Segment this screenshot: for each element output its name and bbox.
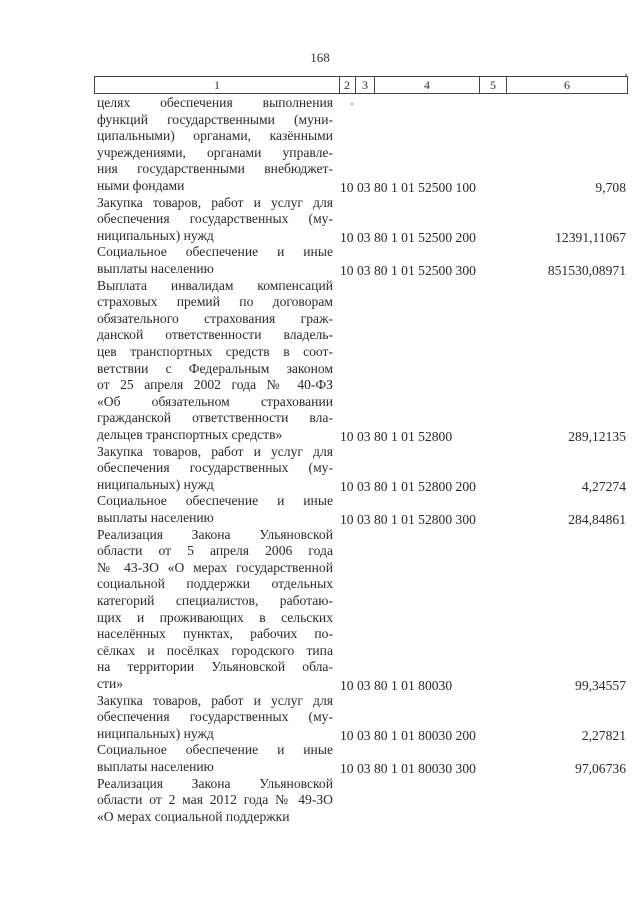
- scan-speck: [625, 74, 627, 76]
- description-line: на территории Ульяновской обла-: [97, 659, 333, 675]
- budget-classification-code: 10 03 80 1 01 52500 100: [340, 180, 476, 195]
- description-line: ниципальных) нужд: [97, 227, 214, 243]
- description-line: Закупка товаров, работ и услуг для: [97, 692, 333, 708]
- description-line: цев транспортных средств в соот-: [97, 343, 333, 359]
- description-line: Социальное обеспечение и иные: [97, 742, 333, 758]
- row-description: [97, 693, 333, 743]
- description-line: ными фондами: [97, 177, 185, 193]
- description-line: выплаты населению: [97, 509, 214, 525]
- amount: 97,06736: [575, 761, 626, 776]
- amount: 284,84861: [568, 512, 626, 527]
- description-line: страховых премий по договорам: [97, 294, 333, 310]
- description-line: категорий специалистов, работаю-: [97, 592, 333, 608]
- description-line: Закупка товаров, работ и услуг для: [97, 194, 333, 210]
- description-line: Выплата инвалидам компенсаций: [97, 277, 333, 293]
- budget-classification-code: 10 03 80 1 01 52500 200: [340, 229, 476, 245]
- description-line: гражданской ответственности вла-: [97, 410, 333, 426]
- description-line: социальной поддержки отдельных: [97, 576, 333, 592]
- page-number: 168: [310, 50, 330, 65]
- budget-classification-code: 10 03 80 1 01 52800 200: [340, 478, 476, 494]
- description-line: ния государственными внебюджет-: [97, 161, 333, 177]
- budget-classification-code: 10 03 80 1 01 52500 300: [340, 263, 476, 278]
- header-col-3: 3: [356, 77, 375, 93]
- description-line: щих и проживающих в сельских: [97, 609, 333, 625]
- description-line: Реализация Закона Ульяновской: [97, 526, 333, 542]
- row-description: [97, 742, 333, 775]
- header-col-6: 6: [564, 78, 570, 92]
- description-line: обеспечения государственных (му-: [97, 460, 333, 476]
- budget-classification-code: 10 03 80 1 01 80030 300: [340, 761, 476, 776]
- amount: 9,708: [595, 180, 626, 195]
- description-line: учреждениями, органами управле-: [97, 144, 333, 160]
- amount: 12391,11067: [555, 229, 626, 245]
- description-line: ветствии с Федеральным законом: [97, 360, 333, 376]
- description-line: Социальное обеспечение и иные: [97, 244, 333, 260]
- description-line: обязательного страхования граж-: [97, 310, 333, 326]
- amount: 851530,08971: [547, 263, 626, 278]
- description-line: целях обеспечения выполнения: [97, 95, 333, 110]
- description-line: обеспечения государственных (му-: [97, 709, 333, 725]
- table-header: [94, 76, 628, 94]
- description-line: населённых пунктах, рабочих по-: [97, 626, 333, 642]
- header-col-2: 2: [339, 77, 356, 93]
- description-line: выплаты населению: [97, 260, 214, 276]
- amount: 99,34557: [575, 678, 626, 693]
- budget-classification-code: 10 03 80 1 01 52800 300: [340, 512, 476, 527]
- scan-speck: [351, 103, 353, 105]
- description-line: Реализация Закона Ульяновской: [97, 775, 333, 791]
- description-line: обеспечения государственных (му-: [97, 211, 333, 227]
- description-line: области от 5 апреля 2006 года: [97, 543, 333, 559]
- row-description: [97, 776, 333, 826]
- description-line: ципальными) органами, казёнными: [97, 128, 333, 144]
- budget-classification-code: 10 03 80 1 01 52800: [340, 429, 453, 444]
- description-line: данской ответственности владель-: [97, 327, 333, 343]
- description-line: «О мерах социальной поддержки: [97, 808, 290, 824]
- description-line: функций государственными (муни-: [97, 111, 333, 127]
- budget-classification-code: 10 03 80 1 01 80030 200: [340, 727, 476, 743]
- amount: 289,12135: [568, 429, 626, 444]
- description-line: дельцев транспортных средств»: [97, 426, 283, 442]
- row-description: [97, 278, 333, 444]
- description-line: ниципальных) нужд: [97, 725, 214, 741]
- header-col-5: 5: [480, 77, 507, 93]
- description-line: выплаты населению: [97, 758, 214, 774]
- row-description: [97, 244, 333, 277]
- description-line: от 25 апреля 2002 года № 40-ФЗ: [97, 377, 333, 393]
- amount: 2,27821: [581, 727, 626, 743]
- row-description: [97, 444, 333, 494]
- description-line: области от 2 мая 2012 года № 49-ЗО: [97, 792, 333, 808]
- description-line: «Об обязательном страховании: [97, 393, 333, 409]
- description-line: Закупка товаров, работ и услуг для: [97, 443, 333, 459]
- row-description: [97, 527, 333, 693]
- description-line: Социальное обеспечение и иные: [97, 493, 333, 509]
- amount: 4,27274: [581, 478, 626, 494]
- description-line: № 43-ЗО «О мерах государственной: [97, 559, 333, 575]
- description-line: сти»: [97, 675, 124, 691]
- row-description: [97, 493, 333, 526]
- row-description: [97, 95, 333, 195]
- header-col-4: 4: [375, 77, 480, 93]
- header-col-1: 1: [95, 77, 340, 93]
- description-line: ниципальных) нужд: [97, 476, 214, 492]
- budget-classification-code: 10 03 80 1 01 80030: [340, 678, 453, 693]
- description-line: сёлках и посёлках городского типа: [97, 642, 333, 658]
- row-description: [97, 195, 333, 245]
